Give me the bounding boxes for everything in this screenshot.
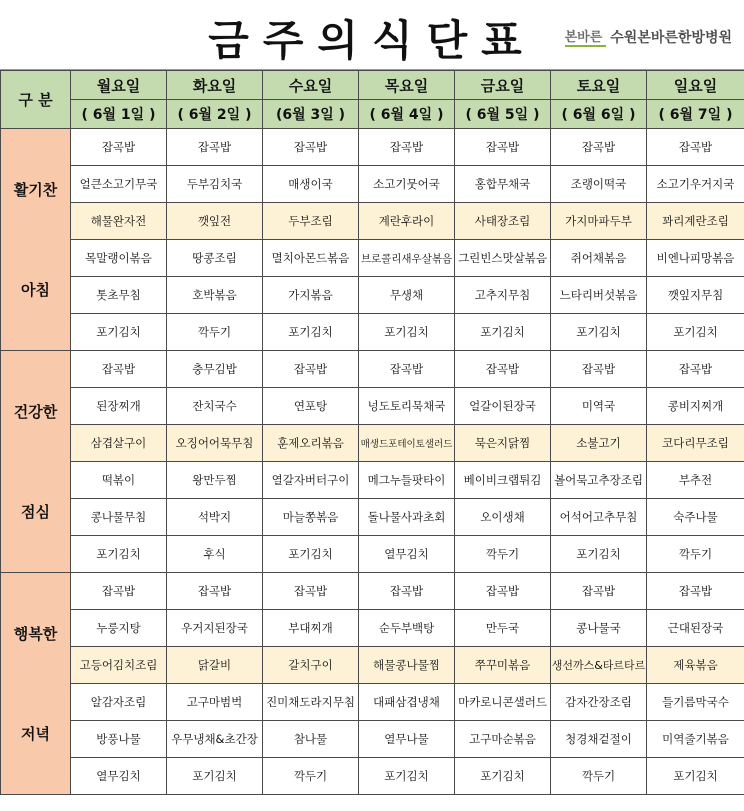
menu-item: 근대된장국 — [647, 610, 744, 647]
menu-item: 잡곡밥 — [167, 129, 263, 166]
menu-item: 열무김치 — [359, 536, 455, 573]
day-header: 목요일 — [359, 71, 455, 100]
menu-item: 잡곡밥 — [647, 573, 744, 610]
menu-item: 멸치아몬드볶음 — [263, 240, 359, 277]
menu-item: 그린빈스맛살볶음 — [455, 240, 551, 277]
menu-item: 포기김치 — [263, 314, 359, 351]
meal-row — [1, 499, 744, 536]
date-header: ( 6월 7일 ) — [647, 100, 744, 129]
menu-item: 잡곡밥 — [455, 351, 551, 388]
menu-item: 후식 — [167, 536, 263, 573]
menu-item: 잡곡밥 — [263, 129, 359, 166]
date-header: ( 6월 1일 ) — [71, 100, 167, 129]
menu-item: 해물콩나물찜 — [359, 647, 455, 684]
menu-item: 미역줄기볶음 — [647, 721, 744, 758]
menu-item: 대패삼겹냉채 — [359, 684, 455, 721]
menu-item: 포기김치 — [455, 758, 551, 795]
menu-item: 묵은지닭찜 — [455, 425, 551, 462]
date-header: ( 6월 6일 ) — [551, 100, 647, 129]
menu-item: 청경채겉절이 — [551, 721, 647, 758]
meal-row — [1, 721, 744, 758]
menu-item: 포기김치 — [71, 536, 167, 573]
menu-item: 잡곡밥 — [71, 129, 167, 166]
menu-item: 잡곡밥 — [455, 573, 551, 610]
menu-item: 깍두기 — [167, 314, 263, 351]
menu-item: 호박볶음 — [167, 277, 263, 314]
menu-item: 콩비지찌개 — [647, 388, 744, 425]
header-row-days — [1, 71, 744, 100]
menu-item: 돌나물사과초회 — [359, 499, 455, 536]
menu-item: 브로콜리새우살볶음 — [359, 240, 455, 277]
section-label-dinner — [1, 573, 71, 795]
menu-item: 쥐어채볶음 — [551, 240, 647, 277]
meal-row — [1, 166, 744, 203]
menu-item: 마늘쫑볶음 — [263, 499, 359, 536]
menu-item: 소고기뭇어국 — [359, 166, 455, 203]
menu-item: 매생이국 — [263, 166, 359, 203]
menu-item: 잡곡밥 — [455, 129, 551, 166]
menu-item: 깍두기 — [455, 536, 551, 573]
menu-item: 열무나물 — [359, 721, 455, 758]
menu-item: 포기김치 — [167, 758, 263, 795]
menu-item: 어석어고추무침 — [551, 499, 647, 536]
menu-item: 사태장조림 — [455, 203, 551, 240]
menu-item: 잡곡밥 — [647, 351, 744, 388]
section-label-bottom: 아침 — [21, 281, 50, 299]
menu-item: 잡곡밥 — [71, 573, 167, 610]
menu-item: 콩나물무침 — [71, 499, 167, 536]
meal-row — [1, 536, 744, 573]
menu-item: 목말랭이볶음 — [71, 240, 167, 277]
menu-item: 깍두기 — [647, 536, 744, 573]
day-header: 화요일 — [167, 71, 263, 100]
menu-item: 잡곡밥 — [551, 351, 647, 388]
section-label-bottom: 점심 — [21, 503, 50, 521]
menu-item: 고구마범벅 — [167, 684, 263, 721]
menu-item: 계란후라이 — [359, 203, 455, 240]
menu-item: 땅콩조림 — [167, 240, 263, 277]
meal-row — [1, 462, 744, 499]
menu-item: 잡곡밥 — [167, 573, 263, 610]
hospital-logo — [565, 26, 732, 47]
logo-name: 수원본바른한방병원 — [610, 28, 732, 45]
menu-item: 진미채도라지무침 — [263, 684, 359, 721]
date-header: ( 6월 5일 ) — [455, 100, 551, 129]
menu-item: 숙주나물 — [647, 499, 744, 536]
meal-row — [1, 758, 744, 795]
menu-item: 잡곡밥 — [359, 573, 455, 610]
menu-item: 포기김치 — [551, 536, 647, 573]
menu-item: 조랭이떡국 — [551, 166, 647, 203]
menu-item: 매생드포테이토샐러드 — [359, 425, 455, 462]
section-label-lunch — [1, 351, 71, 573]
meal-row — [1, 277, 744, 314]
menu-item: 해물완자전 — [71, 203, 167, 240]
menu-item: 우거지된장국 — [167, 610, 263, 647]
date-header: ( 6월 2일 ) — [167, 100, 263, 129]
menu-item: 포기김치 — [647, 314, 744, 351]
menu-item: 만두국 — [455, 610, 551, 647]
menu-item: 깻잎지무침 — [647, 277, 744, 314]
menu-item: 고등어김치조림 — [71, 647, 167, 684]
section-label-bottom: 저녁 — [21, 725, 50, 743]
menu-item: 잡곡밥 — [263, 351, 359, 388]
menu-item: 잡곡밥 — [551, 573, 647, 610]
meal-row — [1, 647, 744, 684]
menu-item: 고추지무침 — [455, 277, 551, 314]
menu-item: 무생채 — [359, 277, 455, 314]
menu-item: 감자간장조림 — [551, 684, 647, 721]
menu-item: 잡곡밥 — [647, 129, 744, 166]
day-header: 월요일 — [71, 71, 167, 100]
date-header: (6월 3일 ) — [263, 100, 359, 129]
menu-item: 홍합무채국 — [455, 166, 551, 203]
meal-row — [1, 388, 744, 425]
day-header: 금요일 — [455, 71, 551, 100]
menu-item: 두부조림 — [263, 203, 359, 240]
menu-item: 방풍나물 — [71, 721, 167, 758]
meal-row — [1, 610, 744, 647]
menu-item: 잔치국수 — [167, 388, 263, 425]
menu-item: 훈제오리볶음 — [263, 425, 359, 462]
menu-item: 잡곡밥 — [359, 129, 455, 166]
menu-item: 깍두기 — [551, 758, 647, 795]
menu-item: 열갈자버터구이 — [263, 462, 359, 499]
menu-item: 생선까스&타르타르 — [551, 647, 647, 684]
menu-item: 연포탕 — [263, 388, 359, 425]
section-label-breakfast — [1, 129, 71, 351]
menu-item: 석박지 — [167, 499, 263, 536]
menu-item: 우무냉채&초간장 — [167, 721, 263, 758]
date-header: ( 6월 4일 ) — [359, 100, 455, 129]
day-header: 토요일 — [551, 71, 647, 100]
menu-item: 두부김치국 — [167, 166, 263, 203]
menu-item: 부대찌개 — [263, 610, 359, 647]
menu-item: 삼겹살구이 — [71, 425, 167, 462]
menu-item: 포기김치 — [263, 536, 359, 573]
menu-item: 꽈리계란조림 — [647, 203, 744, 240]
menu-item: 포기김치 — [71, 314, 167, 351]
menu-item: 왕만두찜 — [167, 462, 263, 499]
menu-item: 얼큰소고기무국 — [71, 166, 167, 203]
menu-item: 가지마파두부 — [551, 203, 647, 240]
menu-item: 볼어묵고추장조림 — [551, 462, 647, 499]
menu-item: 된장찌개 — [71, 388, 167, 425]
menu-item: 포기김치 — [455, 314, 551, 351]
menu-table — [0, 70, 744, 795]
menu-item: 베이비크랩튀김 — [455, 462, 551, 499]
page-title: 금주의식단표 — [208, 16, 536, 65]
menu-item: 오징어어묵무침 — [167, 425, 263, 462]
menu-item: 포기김치 — [359, 758, 455, 795]
menu-item: 부추전 — [647, 462, 744, 499]
menu-item: 잡곡밥 — [263, 573, 359, 610]
corner-label: 구 분 — [1, 71, 71, 129]
menu-item: 포기김치 — [359, 314, 455, 351]
logo-mark: 본바른 — [565, 26, 607, 47]
menu-item: 참나물 — [263, 721, 359, 758]
menu-item: 마카로니콘샐러드 — [455, 684, 551, 721]
meal-row — [1, 351, 744, 388]
menu-item: 코다리무조림 — [647, 425, 744, 462]
meal-row — [1, 240, 744, 277]
day-header: 수요일 — [263, 71, 359, 100]
menu-item: 누룽지탕 — [71, 610, 167, 647]
menu-item: 열무김치 — [71, 758, 167, 795]
menu-item: 잡곡밥 — [551, 129, 647, 166]
menu-item: 갈치구이 — [263, 647, 359, 684]
menu-item: 톳초무침 — [71, 277, 167, 314]
meal-row — [1, 129, 744, 166]
menu-item: 깻잎전 — [167, 203, 263, 240]
day-header: 일요일 — [647, 71, 744, 100]
meal-row — [1, 203, 744, 240]
menu-item: 얼갈이된장국 — [455, 388, 551, 425]
menu-item: 느타리버섯볶음 — [551, 277, 647, 314]
section-label-top: 건강한 — [13, 403, 58, 421]
menu-item: 잡곡밥 — [359, 351, 455, 388]
section-label-top: 행복한 — [13, 625, 58, 643]
menu-item: 알감자조림 — [71, 684, 167, 721]
menu-item: 콩나물국 — [551, 610, 647, 647]
menu-item: 포기김치 — [647, 758, 744, 795]
meal-row — [1, 314, 744, 351]
menu-item: 미역국 — [551, 388, 647, 425]
menu-item: 메그누들팟타이 — [359, 462, 455, 499]
section-label-top: 활기찬 — [13, 181, 58, 199]
menu-item: 포기김치 — [551, 314, 647, 351]
header-row-dates — [1, 100, 744, 129]
menu-item: 가지볶음 — [263, 277, 359, 314]
menu-item: 순두부백탕 — [359, 610, 455, 647]
menu-item: 충무김밥 — [167, 351, 263, 388]
meal-row — [1, 573, 744, 610]
menu-item: 쭈꾸미볶음 — [455, 647, 551, 684]
menu-item: 들기름막국수 — [647, 684, 744, 721]
menu-item: 떡볶이 — [71, 462, 167, 499]
menu-item: 오이생채 — [455, 499, 551, 536]
menu-item: 깍두기 — [263, 758, 359, 795]
menu-item: 넝도토리묵채국 — [359, 388, 455, 425]
title-bar — [0, 0, 744, 70]
menu-item: 제육볶음 — [647, 647, 744, 684]
menu-item: 소고기우거지국 — [647, 166, 744, 203]
menu-item: 소불고기 — [551, 425, 647, 462]
menu-item: 비엔나피망볶음 — [647, 240, 744, 277]
meal-row — [1, 684, 744, 721]
meal-row — [1, 425, 744, 462]
menu-item: 고구마순볶음 — [455, 721, 551, 758]
menu-item: 잡곡밥 — [71, 351, 167, 388]
menu-item: 닭갈비 — [167, 647, 263, 684]
